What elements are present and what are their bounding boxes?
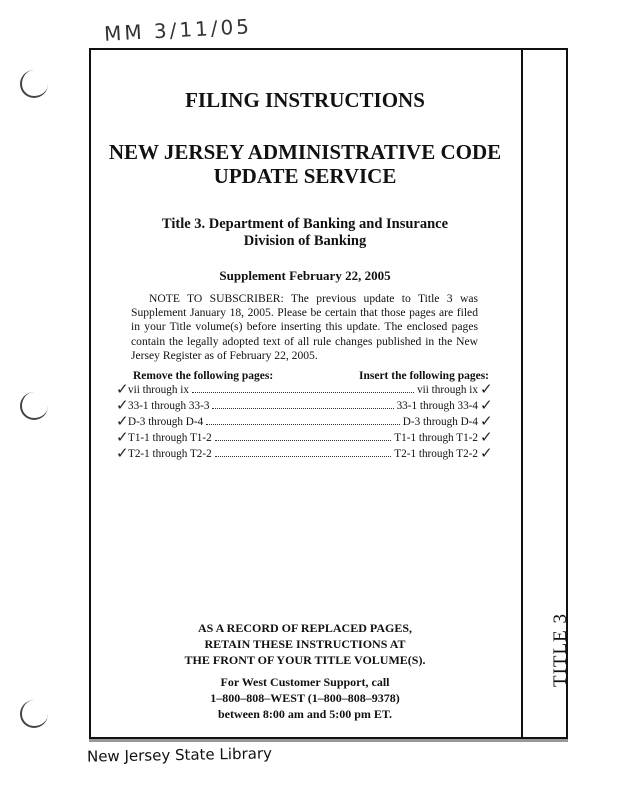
check-mark-icon: ✓ xyxy=(116,412,129,430)
insert-pages: vii through ix xyxy=(417,384,478,396)
insert-header: Insert the following pages: xyxy=(359,370,490,382)
leader-dots xyxy=(212,399,393,409)
spine-divider xyxy=(521,48,523,739)
code-subtitle: UPDATE SERVICE xyxy=(213,164,397,188)
code-title-block xyxy=(100,140,510,188)
remove-pages: vii through ix xyxy=(128,384,189,396)
leader-dots xyxy=(192,383,414,393)
remove-pages: T1-1 through T1-2 xyxy=(128,432,212,444)
handwritten-date-note: MM 3/11/05 xyxy=(103,14,253,46)
spine-label: TITLE 3 xyxy=(550,613,571,688)
title-line: Title 3. Department of Banking and Insurance xyxy=(161,216,449,232)
check-mark-icon: ✓ xyxy=(480,412,493,430)
support-line: For West Customer Support, call xyxy=(220,675,390,689)
subscriber-note: NOTE TO SUBSCRIBER: The previous update to Title 3 was Supplement January 18, 2005. Please be certain that those pages are filed in your Title volume(s) before inserting this update. The enclosed pages contain the legally adopted text of all rule changes published in the New Jersey Register as of February 22, 2005. xyxy=(131,292,478,362)
library-stamp: New Jersey State Library xyxy=(86,744,273,766)
record-line: RETAIN THESE INSTRUCTIONS AT xyxy=(204,637,406,651)
frame-shadow xyxy=(89,739,568,742)
remove-pages: D-3 through D-4 xyxy=(128,416,204,428)
remove-pages: T2-1 through T2-2 xyxy=(128,448,212,460)
check-mark-icon: ✓ xyxy=(480,380,493,398)
page-row xyxy=(128,447,478,460)
check-mark-icon: ✓ xyxy=(480,396,493,414)
record-line: THE FRONT OF YOUR TITLE VOLUME(S). xyxy=(184,653,426,667)
support-hours: between 8:00 am and 5:00 pm ET. xyxy=(217,707,393,721)
check-mark-icon: ✓ xyxy=(116,380,129,398)
check-mark-icon: ✓ xyxy=(480,428,493,446)
page-row xyxy=(128,415,478,428)
binder-hole-bottom xyxy=(20,700,48,728)
binder-hole-top xyxy=(20,70,48,98)
division-line: Division of Banking xyxy=(243,233,367,249)
leader-dots xyxy=(215,447,392,457)
leader-dots xyxy=(206,415,400,425)
check-mark-icon: ✓ xyxy=(116,428,129,446)
page-row xyxy=(128,431,478,444)
page-row xyxy=(128,383,478,396)
remove-header: Remove the following pages: xyxy=(133,370,274,382)
code-title: NEW JERSEY ADMINISTRATIVE CODE xyxy=(108,140,502,164)
insert-pages: T1-1 through T1-2 xyxy=(394,432,478,444)
page-row xyxy=(128,399,478,412)
page-title: FILING INSTRUCTIONS xyxy=(185,88,425,112)
support-phone: 1–800–808–WEST (1–800–808–9378) xyxy=(210,691,400,705)
department-block xyxy=(100,216,510,250)
supplement-date: Supplement February 22, 2005 xyxy=(219,268,391,283)
insert-pages: D-3 through D-4 xyxy=(402,416,478,428)
insert-pages: 33-1 through 33-4 xyxy=(396,400,478,412)
check-mark-icon: ✓ xyxy=(116,444,129,462)
check-mark-icon: ✓ xyxy=(116,396,129,414)
record-notice xyxy=(110,620,500,668)
record-line: AS A RECORD OF REPLACED PAGES, xyxy=(197,621,413,635)
remove-pages: 33-1 through 33-3 xyxy=(128,400,210,412)
leader-dots xyxy=(215,431,392,441)
support-notice xyxy=(110,674,500,722)
insert-pages: T2-1 through T2-2 xyxy=(394,448,478,460)
binder-hole-middle xyxy=(20,392,48,420)
check-mark-icon: ✓ xyxy=(480,444,493,462)
